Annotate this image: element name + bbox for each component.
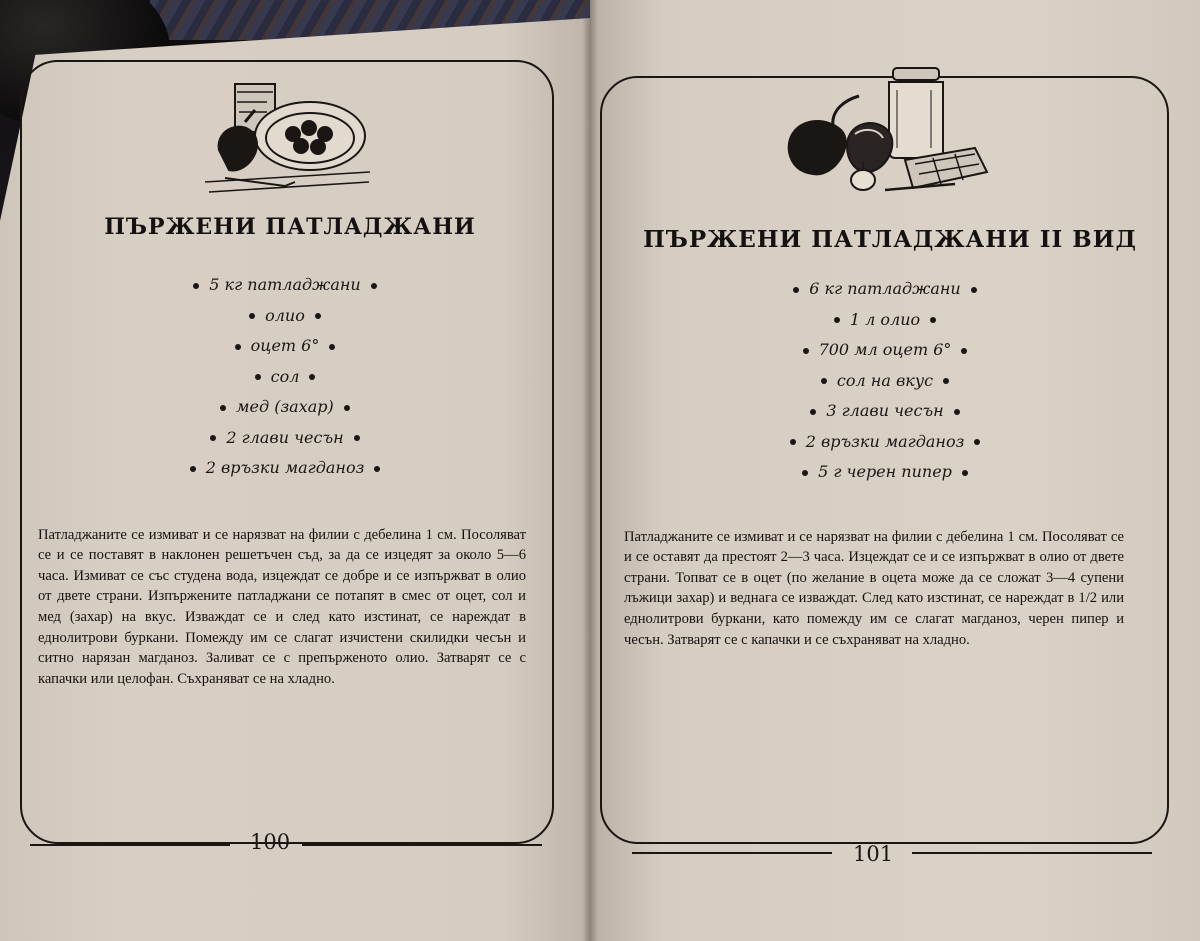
left-instructions: Патладжаните се измиват и се нарязват на филии с дебелина 1 см. Посоляват се и се поставят в наклонен решетъчен съд, за да се изцедят за около 5—6 часа. Измиват се със студена вода, изцеждат се добре и се изпържват в олио от двете страни. Изпържените патладжани се потапят в смес от оцет, сол и мед (захар) на вкус. Изваждат се и след като изстинат, се нареждат в еднолитрови буркани. Помежду им се слагат изчистени скилидки чесън и ситно нарязан магданоз. Заливат се с препърженото олио. Затварят се с капачки или целофан. Съхраняват се на хладно.: [38, 526, 526, 687]
bullet-dot: [790, 439, 796, 445]
footer-rule: [912, 852, 1152, 854]
bullet-dot: [943, 378, 949, 384]
bullet-dot: [315, 313, 321, 319]
bullet-dot: [954, 409, 960, 415]
list-item: 3 глави чесън: [680, 396, 1090, 427]
list-item: оцет 6°: [90, 331, 480, 362]
list-item: сол на вкус: [680, 366, 1090, 397]
bullet-dot: [190, 466, 196, 472]
bullet-dot: [210, 435, 216, 441]
bullet-dot: [810, 409, 816, 415]
bullet-dot: [344, 405, 350, 411]
bullet-dot: [971, 287, 977, 293]
footer-rule: [302, 844, 542, 846]
right-recipe-title: ПЪРЖЕНИ ПАТЛАДЖАНИ II ВИД: [643, 226, 1137, 253]
bullet-dot: [354, 435, 360, 441]
bullet-dot: [193, 283, 199, 289]
bullet-dot: [930, 317, 936, 323]
list-item: мед (захар): [90, 392, 480, 423]
left-ingredients-list: [90, 270, 480, 484]
bullet-dot: [374, 466, 380, 472]
bullet-dot: [793, 287, 799, 293]
list-item: олио: [90, 301, 480, 332]
page-number: 101: [853, 842, 894, 866]
list-item: 6 кг патладжани: [680, 274, 1090, 305]
bullet-dot: [974, 439, 980, 445]
list-item: 700 мл оцет 6°: [680, 335, 1090, 366]
bullet-dot: [803, 348, 809, 354]
book-spine: [582, 0, 598, 941]
right-ingredients-list: [680, 274, 1090, 488]
bullet-dot: [962, 470, 968, 476]
bullet-dot: [802, 470, 808, 476]
bullet-dot: [329, 344, 335, 350]
jar-eggplant-illustration: [785, 60, 990, 200]
bullet-dot: [371, 283, 377, 289]
bullet-dot: [255, 374, 261, 380]
bullet-dot: [249, 313, 255, 319]
list-item: 2 връзки магданоз: [90, 453, 480, 484]
bullet-dot: [309, 374, 315, 380]
footer-rule: [632, 852, 832, 854]
bullet-dot: [220, 405, 226, 411]
bullet-dot: [235, 344, 241, 350]
right-instructions: Патладжаните се измиват и се нарязват на филии с дебелина 1 см. Посоляват се и се оставят да престоят 2—3 часа. Изцеждат се и се изпържват в олио от двете страни. Топват се в оцет (по желание в оцета може да се сложат 3—4 супени лъжици захар) и веднага се изваждат. След като изстинат, се нареждат в 1/2 или еднолитрови буркани, като помежду им се слагат магданоз, черен пипер и чесън. Затварят се с капачки и се съхраняват на хладно.: [624, 528, 1124, 648]
left-recipe-title: ПЪРЖЕНИ ПАТЛАДЖАНИ: [104, 214, 476, 240]
list-item: 2 връзки магданоз: [680, 427, 1090, 458]
footer-rule: [30, 844, 230, 846]
page-number: 100: [250, 830, 291, 854]
list-item: 2 глави чесън: [90, 423, 480, 454]
list-item: 5 кг патладжани: [90, 270, 480, 301]
bullet-dot: [961, 348, 967, 354]
eggplant-bowl-illustration: [205, 78, 370, 196]
list-item: 5 г черен пипер: [680, 457, 1090, 488]
list-item: 1 л олио: [680, 305, 1090, 336]
bullet-dot: [821, 378, 827, 384]
list-item: сол: [90, 362, 480, 393]
bullet-dot: [834, 317, 840, 323]
